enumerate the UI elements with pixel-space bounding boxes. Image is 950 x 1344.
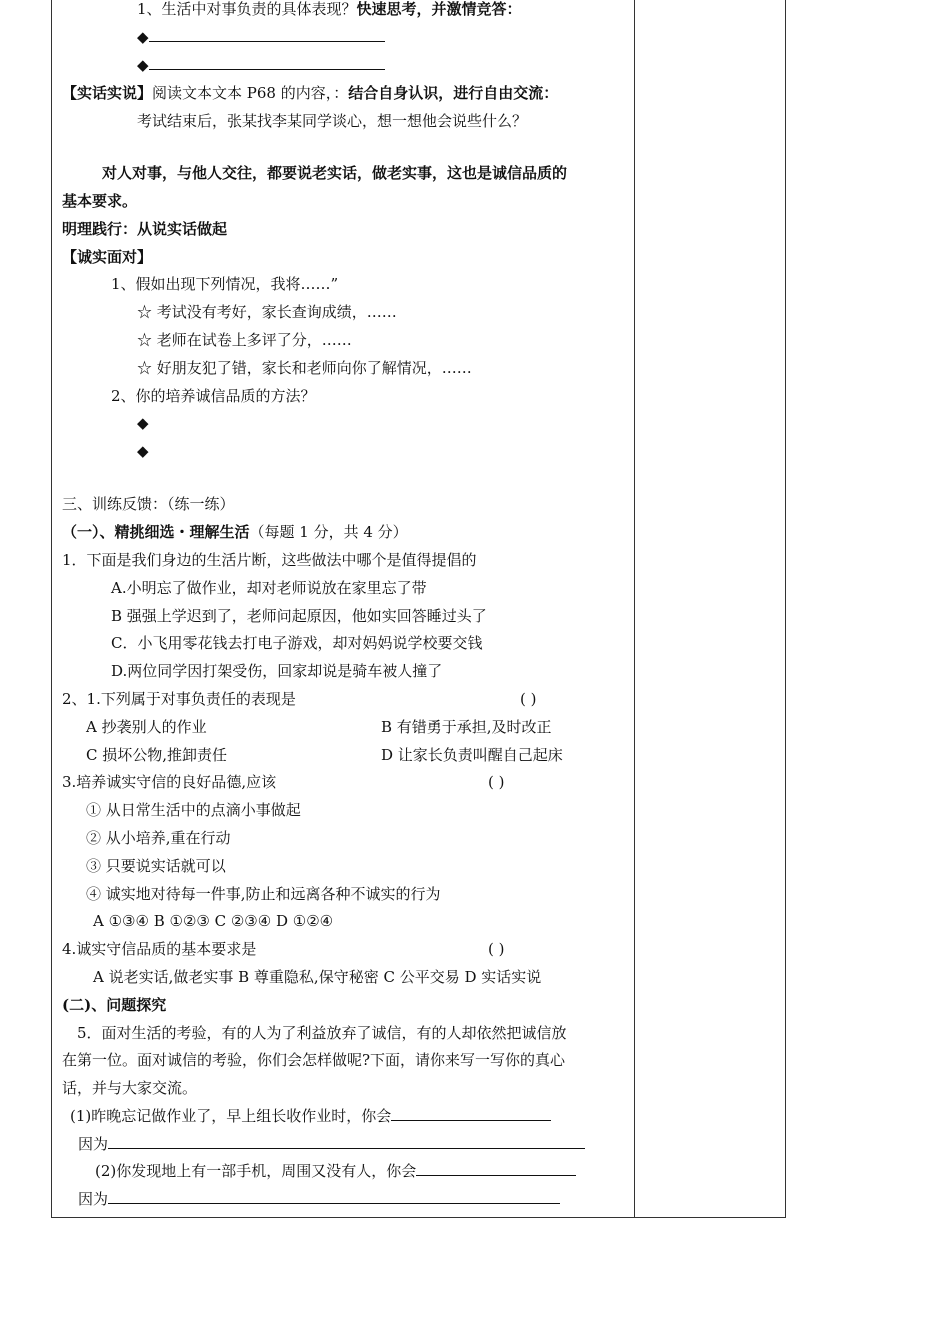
q1-title: 1、生活中对事负责的具体表现？快速思考，并激情竞答： <box>137 0 522 18</box>
section-1-heading: （一）、精挑细选・理解生活（每题 1 分，共 4 分） <box>62 523 408 541</box>
answer-blank[interactable] <box>391 1105 551 1121</box>
blank-line[interactable] <box>149 54 385 70</box>
mingli-heading: 明理践行：从说实话做起 <box>62 220 228 238</box>
mc4-options: A 说老实话,做老实事 B 尊重隐私,保守秘密 C 公平交易 D 实话实说 <box>93 968 542 986</box>
mc1-option-c: C．小飞用零花钱去打电子游戏，却对妈妈说学校要交钱 <box>111 634 483 652</box>
shihua-heading: 【实话实说】阅读文本文本 P68 的内容，：结合自身认识，进行自由交流： <box>62 84 559 102</box>
mc1-option-a: A.小明忘了做作业，却对老师说放在家里忘了带 <box>111 579 427 597</box>
requirement-line-1: 对人对事，与他人交往，都要说老实话，做老实事，这也是诚信品质的 <box>102 164 568 182</box>
mc4-answer-paren[interactable]: ( ) <box>488 940 505 958</box>
q5-text-3: 话，并与大家交流。 <box>62 1079 198 1097</box>
mc2-option-d: D 让家长负责叫醒自己起床 <box>381 746 563 764</box>
bullet-icon: ◆ <box>137 28 149 46</box>
answer-line-2[interactable] <box>137 54 385 76</box>
mc2-answer-paren[interactable]: ( ) <box>520 690 537 708</box>
method-prompt: 2、你的培养诚信品质的方法？ <box>111 387 316 405</box>
answer-blank[interactable] <box>416 1160 576 1176</box>
feedback-heading: 三、训练反馈：（练一练） <box>62 495 235 513</box>
answer-line-1[interactable] <box>137 26 385 48</box>
mc2-option-c: C 损坏公物,推卸责任 <box>86 746 228 764</box>
mc4-question: 4.诚实守信品质的基本要求是 <box>62 940 257 958</box>
mc3-item-3: ③ 只要说实话就可以 <box>86 857 226 875</box>
chengshi-heading: 【诚实面对】 <box>62 248 153 266</box>
exam-scene: 考试结束后，张某找李某同学谈心，想一想他会说些什么？ <box>137 112 528 130</box>
bullet-icon: ◆ <box>137 56 149 74</box>
mc3-options: A ①③④ B ①②③ C ②③④ D ①②④ <box>93 912 334 930</box>
q5-text-2: 在第一位。面对诚信的考验，你们会怎样做呢?下面，请你来写一写你的真心 <box>62 1051 566 1069</box>
mc3-question: 3.培养诚实守信的良好品德,应该 <box>62 773 277 791</box>
mc3-item-4: ④ 诚实地对待每一件事,防止和远离各种不诚实的行为 <box>86 885 441 903</box>
mc3-item-1: ① 从日常生活中的点滴小事做起 <box>86 801 301 819</box>
q5-item-2-reason: 因为 <box>78 1188 560 1210</box>
q5-text-1: 5．面对生活的考验，有的人为了利益放弃了诚信，有的人却依然把诚信放 <box>77 1024 567 1042</box>
mc2-option-b: B 有错勇于承担,及时改正 <box>381 718 552 736</box>
blank-line[interactable] <box>149 26 385 42</box>
star-item-2: ☆ 老师在试卷上多评了分，…… <box>137 331 352 349</box>
q5-item-1: (1)昨晚忘记做作业了，早上组长收作业时，你会 <box>70 1105 551 1127</box>
jiaru-prompt: 1、假如出现下列情况，我将……” <box>111 275 339 293</box>
star-item-1: ☆ 考试没有考好，家长查询成绩，…… <box>137 303 397 321</box>
reason-blank[interactable] <box>108 1133 585 1149</box>
bullet-icon: ◆ <box>137 442 149 460</box>
bullet-icon: ◆ <box>137 414 149 432</box>
mc2-question: 2、1.下列属于对事负责任的表现是 <box>62 690 296 708</box>
section-2-heading: (二)、问题探究 <box>62 996 167 1014</box>
star-item-3: ☆ 好朋友犯了错，家长和老师向你了解情况，…… <box>137 359 472 377</box>
mc1-question: 1．下面是我们身边的生活片断，这些做法中哪个是值得提倡的 <box>62 551 477 569</box>
mc1-option-b: B 强强上学迟到了，老师问起原因，他如实回答睡过头了 <box>111 607 487 625</box>
requirement-line-2: 基本要求。 <box>62 192 138 210</box>
q5-item-2: (2)你发现地上有一部手机，周围又没有人，你会 <box>95 1160 576 1182</box>
mc2-option-a: A 抄袭别人的作业 <box>86 718 207 736</box>
reason-blank[interactable] <box>108 1188 560 1204</box>
mc3-answer-paren[interactable]: ( ) <box>488 773 505 791</box>
mc3-item-2: ② 从小培养,重在行动 <box>86 829 231 847</box>
mc1-option-d: D.两位同学因打架受伤，回家却说是骑车被人撞了 <box>111 662 443 680</box>
column-divider <box>634 0 635 1218</box>
q5-item-1-reason: 因为 <box>78 1133 585 1155</box>
